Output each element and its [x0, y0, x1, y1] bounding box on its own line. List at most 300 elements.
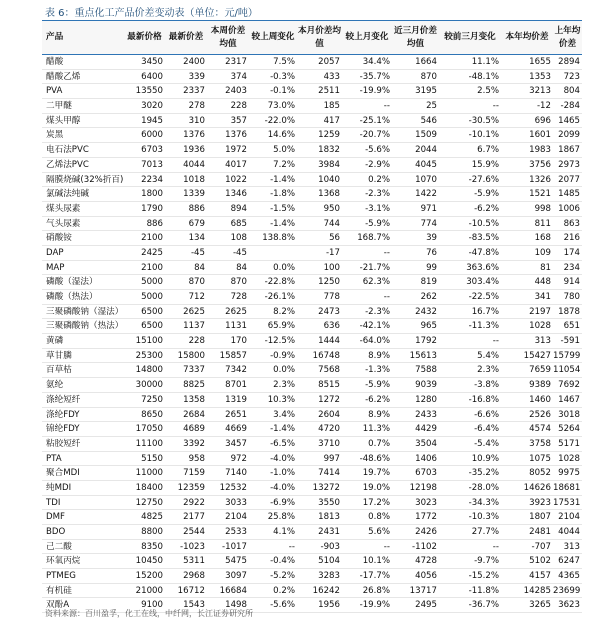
value-cell: 11000 [135, 468, 163, 479]
value-cell: 363.6% [466, 262, 499, 273]
value-cell: 17531 [553, 497, 581, 508]
value-cell: 84 [236, 262, 247, 273]
table-row [42, 496, 582, 511]
product-name-cell: 磷酸（热法） [46, 292, 98, 302]
value-cell: 108 [230, 233, 247, 244]
value-cell: -3.8% [474, 380, 499, 391]
value-cell: 2.3% [477, 365, 499, 376]
value-cell: 863 [563, 218, 580, 229]
value-cell: -9.7% [474, 556, 499, 567]
value-cell: -22.8% [264, 277, 295, 288]
value-cell: 3283 [318, 571, 340, 582]
value-cell: -- [288, 541, 295, 552]
value-cell: 417 [323, 115, 340, 126]
value-cell: 15.9% [471, 159, 499, 170]
value-cell: 2973 [558, 159, 580, 170]
value-cell: 679 [188, 218, 205, 229]
product-name-cell: BDO [46, 527, 66, 537]
table-row [42, 70, 582, 85]
value-cell: 9039 [415, 380, 437, 391]
value-cell: 8515 [318, 380, 340, 391]
value-cell: 7159 [183, 468, 205, 479]
value-cell: 10.9% [471, 453, 499, 464]
value-cell: 712 [188, 292, 205, 302]
value-cell: 998 [534, 203, 551, 214]
value-cell: 8052 [529, 468, 551, 479]
value-cell: 870 [230, 277, 247, 288]
table-row [42, 393, 582, 408]
value-cell: 8800 [141, 527, 163, 537]
value-cell: 14800 [135, 365, 163, 376]
value-cell: 4017 [225, 159, 247, 170]
value-cell: -12.5% [264, 336, 295, 347]
value-cell: -1.4% [270, 174, 295, 185]
value-cell: 7568 [318, 365, 340, 376]
value-cell: -48.6% [359, 453, 390, 464]
value-cell: 870 [188, 277, 205, 288]
value-cell: 0.8% [368, 512, 390, 523]
value-cell: 1792 [415, 336, 437, 347]
value-cell: -284 [560, 101, 580, 112]
value-cell: -42.1% [359, 321, 390, 332]
value-cell: 870 [420, 71, 437, 82]
value-cell: 819 [420, 277, 437, 288]
value-cell: 0.0% [273, 365, 295, 376]
value-cell: -30.5% [468, 115, 499, 126]
value-cell: 1945 [141, 115, 163, 126]
value-cell: 15100 [135, 336, 163, 347]
value-cell: 3550 [318, 497, 340, 508]
product-name-cell: 乙烯法PVC [46, 159, 89, 170]
value-cell: 65.9% [267, 321, 295, 332]
product-name-cell: PTMEG [46, 571, 76, 582]
value-cell: 744 [323, 218, 340, 229]
header-last-year-avg: 上年均价差 [554, 25, 581, 49]
value-cell: 168.7% [357, 233, 390, 244]
header-3m-avg: 近三月价差均值 [394, 25, 437, 49]
value-cell: 234 [563, 262, 580, 273]
value-cell: 950 [323, 203, 340, 214]
header-product: 产品 [46, 32, 64, 42]
value-cell: 8.2% [273, 306, 295, 317]
value-cell: 5102 [529, 556, 551, 567]
value-cell: 2099 [558, 130, 580, 141]
value-cell: 3.4% [273, 409, 295, 420]
product-name-cell: 涤纶短纤 [46, 394, 81, 405]
value-cell: 2968 [183, 571, 205, 582]
value-cell: 1368 [318, 189, 340, 200]
value-cell: 6703 [141, 145, 163, 156]
header-month-avg: 本月价差均值 [298, 25, 341, 49]
value-cell: 1339 [183, 189, 205, 200]
product-name-cell: PVA [46, 86, 63, 97]
value-cell: 2104 [558, 512, 580, 523]
value-cell: 1601 [529, 130, 551, 141]
value-cell: -16.8% [468, 394, 499, 405]
value-cell: -22.0% [264, 115, 295, 126]
value-cell: -25.1% [359, 115, 390, 126]
value-cell: 3504 [415, 438, 437, 449]
value-cell: 15427 [523, 350, 551, 361]
value-cell: 2044 [415, 145, 437, 156]
value-cell: 7692 [558, 380, 580, 391]
value-cell: 8650 [141, 409, 163, 420]
table-row [42, 319, 582, 334]
value-cell: -26.1% [264, 292, 295, 302]
value-cell: 73.0% [267, 101, 295, 112]
value-cell: 0.7% [368, 438, 390, 449]
product-name-cell: 环氧丙烷 [46, 556, 81, 567]
product-name-cell: 氯碱法纯碱 [46, 189, 89, 200]
value-cell: -10.1% [468, 130, 499, 141]
value-cell: 4044 [183, 159, 205, 170]
value-cell: 7414 [318, 468, 340, 479]
value-cell: -1.0% [270, 468, 295, 479]
header-3m-change: 较前三月变化 [444, 32, 496, 42]
value-cell: 2337 [183, 86, 205, 97]
value-cell: 11100 [135, 438, 163, 449]
value-cell: 1800 [141, 189, 163, 200]
value-cell: 310 [188, 115, 205, 126]
value-cell: 27.7% [471, 527, 499, 537]
value-cell: -5.9% [474, 189, 499, 200]
table-row [42, 466, 582, 481]
header-wow-change: 较上周变化 [251, 32, 295, 42]
value-cell: 2403 [225, 86, 247, 97]
value-cell: 7342 [225, 365, 247, 376]
value-cell: 9975 [558, 468, 580, 479]
value-cell: 1956 [318, 600, 340, 611]
value-cell: -15.2% [468, 571, 499, 582]
value-cell: -34.3% [468, 497, 499, 508]
value-cell: 1521 [529, 189, 551, 200]
table-row [42, 481, 582, 496]
value-cell: 10.3% [267, 394, 295, 405]
product-name-cell: 纯MDI [46, 482, 72, 493]
value-cell: 1028 [529, 321, 551, 332]
value-cell: 3020 [141, 101, 163, 112]
value-cell: 3392 [183, 438, 205, 449]
value-cell: 8701 [225, 380, 247, 391]
value-cell: 1485 [558, 189, 580, 200]
value-cell: -5.4% [474, 438, 499, 449]
value-cell: 5104 [318, 556, 340, 567]
value-cell: 965 [420, 321, 437, 332]
value-cell: -- [383, 292, 390, 302]
value-cell: 19.7% [362, 468, 390, 479]
value-cell: 1319 [225, 394, 247, 405]
value-cell: 2625 [225, 306, 247, 317]
value-cell: -17 [325, 247, 340, 258]
value-cell: 696 [534, 115, 551, 126]
value-cell: 15857 [219, 350, 247, 361]
value-cell: 16242 [312, 585, 340, 596]
value-cell: -20.7% [359, 130, 390, 141]
table-row [42, 422, 582, 437]
value-cell: 25.8% [267, 512, 295, 523]
value-cell: -6.2% [365, 394, 390, 405]
value-cell: -45 [232, 247, 247, 258]
value-cell: 804 [563, 86, 580, 97]
value-cell: -45 [190, 247, 205, 258]
value-cell: 4365 [558, 571, 580, 582]
table-row [42, 246, 582, 261]
value-cell: 894 [230, 203, 247, 214]
product-name-cell: 醋酸 [46, 57, 64, 67]
value-cell: 1467 [558, 394, 580, 405]
value-cell: 7337 [183, 365, 205, 376]
value-cell: 1376 [183, 130, 205, 141]
value-cell: 4669 [225, 424, 247, 435]
value-cell: 4720 [318, 424, 340, 435]
value-cell: 6000 [141, 130, 163, 141]
product-name-cell: 三聚磷酸钠（湿法） [46, 306, 124, 317]
value-cell: 168 [534, 233, 551, 244]
value-cell: 778 [323, 292, 340, 302]
value-cell: 16748 [312, 350, 340, 361]
value-cell: 26.8% [362, 585, 390, 596]
value-cell: -10.5% [468, 218, 499, 229]
value-cell: 2426 [415, 527, 437, 537]
value-cell: 15613 [409, 350, 437, 361]
value-cell [249, 246, 297, 260]
value-cell: 5150 [141, 453, 163, 464]
value-cell: 25 [426, 101, 437, 112]
value-cell: 0.2% [273, 585, 295, 596]
value-cell: 10450 [135, 556, 163, 567]
table-row [42, 99, 582, 114]
value-cell: 1272 [318, 394, 340, 405]
value-cell: 1832 [318, 145, 340, 156]
table-row [42, 437, 582, 452]
value-cell: 313 [563, 541, 580, 552]
value-cell: 1075 [529, 453, 551, 464]
value-cell: 341 [534, 292, 551, 302]
value-cell: -- [383, 541, 390, 552]
value-cell: 5311 [183, 556, 205, 567]
value-cell: 1867 [558, 145, 580, 156]
value-cell: -- [492, 336, 499, 347]
table-row [42, 510, 582, 525]
value-cell: 1346 [225, 189, 247, 200]
value-cell: -1.3% [365, 365, 390, 376]
product-name-cell: 草甘膦 [46, 350, 72, 361]
header-ytd-avg: 本年均价差 [505, 32, 549, 42]
value-cell: 174 [563, 247, 580, 258]
value-cell: 1028 [558, 453, 580, 464]
value-cell: 17.2% [362, 497, 390, 508]
value-cell: 5000 [141, 277, 163, 288]
value-cell: 2197 [529, 306, 551, 317]
value-cell: 2625 [183, 306, 205, 317]
value-cell: -0.1% [270, 86, 295, 97]
value-cell: 3923 [529, 497, 551, 508]
product-name-cell: 三聚磷酸钠（热法） [46, 321, 124, 332]
value-cell: -10.3% [468, 512, 499, 523]
value-cell: -1.5% [270, 203, 295, 214]
value-cell: -5.9% [365, 380, 390, 391]
header-latest-price: 最新价格 [127, 32, 162, 42]
value-cell: 6.7% [477, 145, 499, 156]
product-name-cell: DAP [46, 247, 64, 258]
value-cell: 185 [323, 101, 340, 112]
product-name-cell: 醋酸乙烯 [46, 71, 81, 82]
value-cell: -4.0% [270, 482, 295, 493]
value-cell: 1878 [558, 306, 580, 317]
table-header-row [42, 21, 582, 55]
table-row [42, 143, 582, 158]
value-cell: 8350 [141, 541, 163, 552]
value-cell: -903 [320, 541, 340, 552]
value-cell: 2511 [318, 86, 340, 97]
value-cell: 12359 [177, 482, 205, 493]
product-name-cell: 炭黑 [46, 130, 64, 141]
table-row [42, 525, 582, 540]
value-cell: 12750 [135, 497, 163, 508]
value-cell: 972 [230, 453, 247, 464]
value-cell: 3457 [225, 438, 247, 449]
value-cell: 2400 [183, 57, 205, 67]
value-cell: 5.0% [273, 145, 295, 156]
value-cell: 448 [534, 277, 551, 288]
value-cell: 4825 [141, 512, 163, 523]
value-cell: 958 [188, 453, 205, 464]
value-cell: 2104 [225, 512, 247, 523]
value-cell: 1936 [183, 145, 205, 156]
value-cell: 3758 [529, 438, 551, 449]
value-cell: 1280 [415, 394, 437, 405]
value-cell: 8.9% [368, 350, 390, 361]
value-cell: 2077 [558, 174, 580, 185]
table-row [42, 305, 582, 320]
value-cell: -11.3% [468, 321, 499, 332]
value-cell: 3097 [225, 571, 247, 582]
value-cell: 636 [323, 321, 340, 332]
value-cell: 1326 [529, 174, 551, 185]
value-cell: 971 [420, 203, 437, 214]
value-cell: -36.7% [468, 600, 499, 611]
value-cell: -1.4% [270, 424, 295, 435]
value-cell: 12532 [219, 482, 247, 493]
value-cell: 1772 [415, 512, 437, 523]
value-cell: -1.4% [270, 218, 295, 229]
value-cell: 2544 [183, 527, 205, 537]
value-cell: -19.9% [359, 600, 390, 611]
value-cell: 5264 [558, 424, 580, 435]
value-cell: 1655 [529, 57, 551, 67]
value-cell: 228 [188, 336, 205, 347]
table-row [42, 231, 582, 246]
value-cell: 313 [534, 336, 551, 347]
value-cell: 1137 [183, 321, 205, 332]
product-name-cell: 煤头甲醇 [46, 115, 81, 126]
source-note: 资料来源：百川盈孚，化工在线，中纤网，长江证券研究所 [45, 609, 253, 618]
value-cell: 170 [230, 336, 247, 347]
product-name-cell: DMF [46, 512, 65, 523]
value-cell: -83.5% [468, 233, 499, 244]
table-row [42, 452, 582, 467]
value-cell: 1972 [225, 145, 247, 156]
value-cell: 3033 [225, 497, 247, 508]
value-cell: 11.1% [471, 57, 499, 67]
value-cell: 17050 [135, 424, 163, 435]
value-cell: -591 [560, 336, 580, 347]
value-cell: 81 [540, 262, 551, 273]
value-cell: 1498 [225, 600, 247, 611]
value-cell: 9389 [529, 380, 551, 391]
table-row [42, 173, 582, 188]
value-cell: 7.2% [273, 159, 295, 170]
value-cell: 811 [534, 218, 551, 229]
table-title: 表 6：重点化工产品价差变动表（单位：元/吨） [45, 8, 258, 19]
value-cell: -11.8% [468, 585, 499, 596]
value-cell: 374 [230, 71, 247, 82]
product-name-cell: 己二酸 [46, 541, 72, 552]
value-cell: 6247 [558, 556, 580, 567]
value-cell: 1376 [225, 130, 247, 141]
value-cell: 4689 [183, 424, 205, 435]
table-row [42, 569, 582, 584]
value-cell: 2651 [225, 409, 247, 420]
value-cell: -1102 [412, 541, 437, 552]
value-cell: 1250 [318, 277, 340, 288]
table-row [42, 261, 582, 276]
value-cell: 4056 [415, 571, 437, 582]
value-cell: 3623 [558, 600, 580, 611]
value-cell: 997 [323, 453, 340, 464]
value-cell: 886 [188, 203, 205, 214]
product-name-cell: TDI [46, 497, 61, 508]
value-cell: 1358 [183, 394, 205, 405]
table-row [42, 202, 582, 217]
product-name-cell: PTA [46, 453, 62, 464]
value-cell: 109 [534, 247, 551, 258]
value-cell: 651 [563, 321, 580, 332]
value-cell: -27.6% [468, 174, 499, 185]
value-cell: -5.6% [365, 145, 390, 156]
value-cell: -0.3% [270, 71, 295, 82]
product-name-cell: 粘胶短纤 [46, 438, 81, 449]
value-cell: -- [383, 101, 390, 112]
table-row [42, 187, 582, 202]
value-cell: -22.5% [468, 292, 499, 302]
table-row [42, 584, 582, 599]
product-name-cell: 涤纶FDY [46, 409, 80, 420]
value-cell: -0.9% [270, 350, 295, 361]
value-cell: -4.0% [270, 453, 295, 464]
table-row [42, 554, 582, 569]
value-cell: 4728 [415, 556, 437, 567]
value-cell: 4044 [558, 527, 580, 537]
value-cell: 1664 [415, 57, 437, 67]
value-cell: 84 [194, 262, 205, 273]
value-cell: 4574 [529, 424, 551, 435]
value-cell: 216 [563, 233, 580, 244]
value-cell: 15800 [177, 350, 205, 361]
value-cell: 100 [323, 262, 340, 273]
value-cell: 4429 [415, 424, 437, 435]
value-cell: 1353 [529, 71, 551, 82]
product-name-cell: 二甲醚 [46, 101, 72, 112]
value-cell: 2894 [558, 57, 580, 67]
value-cell: -12 [536, 101, 551, 112]
value-cell: 11054 [553, 365, 581, 376]
value-cell: 5171 [558, 438, 580, 449]
value-cell: 6703 [415, 468, 437, 479]
value-cell: 1422 [415, 189, 437, 200]
value-cell: 2604 [318, 409, 340, 420]
value-cell: 1790 [141, 203, 163, 214]
